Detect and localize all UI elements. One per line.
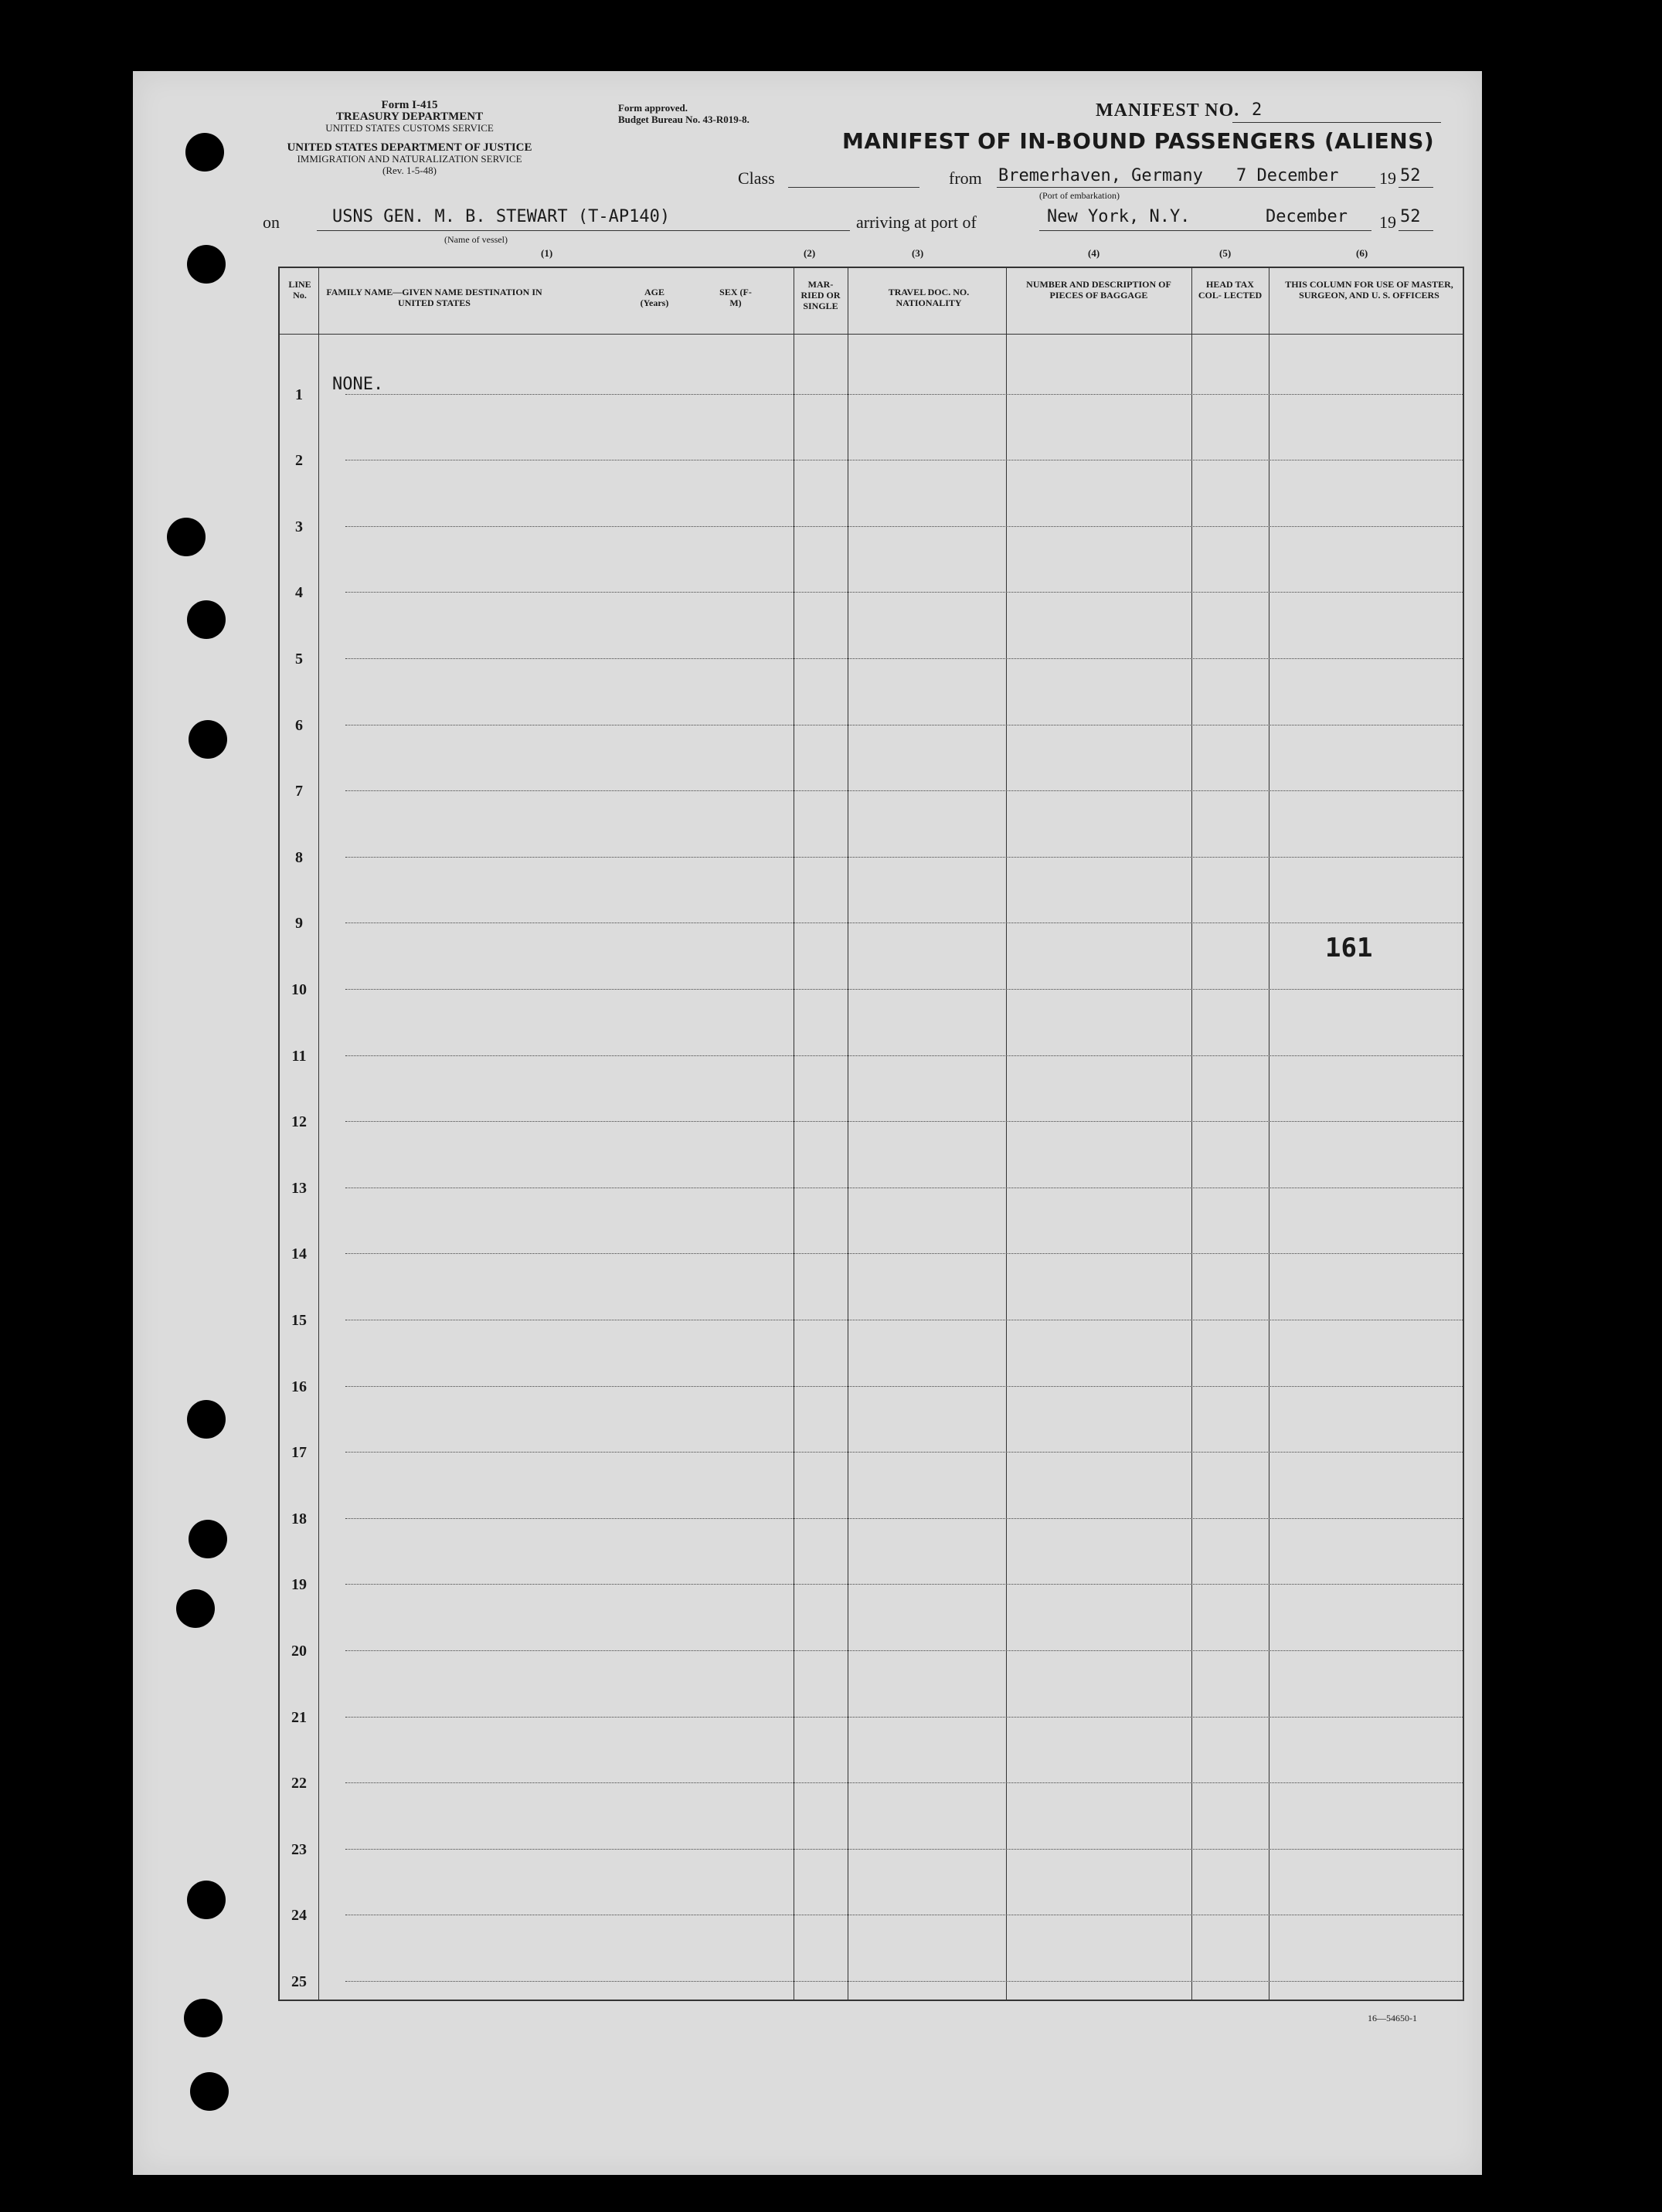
- col-num-6: (6): [1356, 247, 1368, 259]
- table-row-line: [345, 1055, 1463, 1056]
- col-header-travel: TRAVEL DOC. NO. NATIONALITY: [888, 287, 970, 308]
- table-row-line: [345, 526, 1463, 527]
- manifest-title: MANIFEST OF IN-BOUND PASSENGERS (ALIENS): [842, 128, 1435, 154]
- table-row-line: [345, 1849, 1463, 1850]
- dept-treasury: TREASURY DEPARTMENT: [335, 110, 484, 123]
- col-num-4: (4): [1088, 247, 1100, 259]
- punch-hole: [189, 720, 227, 759]
- from-date: 7 December: [1236, 166, 1339, 185]
- table-row-line: [345, 394, 1463, 395]
- col-divider: [318, 268, 319, 2000]
- vessel-label: (Name of vessel): [444, 234, 508, 245]
- ins-service: IMMIGRATION AND NATURALIZATION SERVICE: [297, 153, 522, 165]
- table-row-line: [345, 1518, 1463, 1519]
- row-number: 2: [295, 452, 303, 470]
- punch-hole: [187, 245, 226, 284]
- arriving-year-prefix: 19: [1379, 212, 1396, 232]
- col-num-1: (1): [541, 247, 553, 259]
- punch-hole: [189, 1520, 227, 1558]
- col-divider: [1191, 268, 1192, 2000]
- form-approved: Form approved.: [618, 102, 688, 114]
- row-number: 24: [291, 1907, 307, 1925]
- row-number: 16: [291, 1378, 307, 1395]
- punch-hole: [167, 518, 206, 556]
- row-number: 1: [295, 386, 303, 403]
- form-id: Form I-415: [381, 99, 438, 111]
- customs-service: UNITED STATES CUSTOMS SERVICE: [325, 122, 494, 134]
- row-number: 3: [295, 518, 303, 535]
- punch-hole: [176, 1589, 215, 1628]
- table-row-line: [345, 658, 1463, 659]
- table-row-line: [345, 1584, 1463, 1585]
- table-row-line: [345, 1452, 1463, 1453]
- table-row-line: [345, 1650, 1463, 1651]
- row-number: 5: [295, 651, 303, 668]
- table-row-line: [345, 1981, 1463, 1982]
- row-number: 7: [295, 783, 303, 800]
- row-number: 9: [295, 915, 303, 933]
- row-number: 11: [291, 1047, 307, 1065]
- from-line: [997, 187, 1375, 188]
- table-row-line: [345, 989, 1463, 990]
- port-embarkation-label: (Port of embarkation): [1039, 190, 1120, 201]
- vessel-value: USNS GEN. M. B. STEWART (T-AP140): [332, 207, 671, 226]
- table-row-line: [345, 1386, 1463, 1387]
- row-number: 22: [291, 1775, 307, 1792]
- row-number: 19: [291, 1576, 307, 1594]
- class-line: [788, 187, 919, 188]
- stamped-number: 161: [1325, 933, 1373, 963]
- dept-justice: UNITED STATES DEPARTMENT OF JUSTICE: [287, 141, 532, 154]
- col-header-married: MAR- RIED OR SINGLE: [800, 279, 841, 311]
- row-1-name-entry: NONE.: [332, 375, 384, 394]
- col-divider: [1006, 268, 1007, 2000]
- row-number: 12: [291, 1113, 307, 1131]
- col-header-officers: THIS COLUMN FOR USE OF MASTER, SURGEON, AND U. S. OFFICERS: [1285, 279, 1453, 301]
- table-row-line: [345, 1782, 1463, 1783]
- col-header-baggage: NUMBER AND DESCRIPTION OF PIECES OF BAGGAGE: [1026, 279, 1171, 301]
- row-number: 14: [291, 1245, 307, 1263]
- class-label: Class: [738, 168, 775, 188]
- punch-hole: [187, 1400, 226, 1439]
- row-number: 25: [291, 1973, 307, 1990]
- from-value: Bremerhaven, Germany: [998, 166, 1203, 185]
- row-number: 6: [295, 716, 303, 734]
- row-number: 23: [291, 1840, 307, 1858]
- row-number: 20: [291, 1643, 307, 1660]
- row-number: 13: [291, 1179, 307, 1197]
- row-number: 18: [291, 1510, 307, 1527]
- col-header-line-no: LINE No.: [288, 279, 311, 301]
- row-number: 4: [295, 584, 303, 602]
- punch-hole: [187, 1881, 226, 1919]
- row-number: 17: [291, 1444, 307, 1462]
- col-num-2: (2): [804, 247, 816, 259]
- table-row-line: [345, 1121, 1463, 1122]
- year-line: [1399, 187, 1433, 188]
- arriving-month: December: [1266, 207, 1348, 226]
- manifest-no-line: [1232, 122, 1441, 123]
- table-row-line: [345, 790, 1463, 791]
- year-prefix: 19: [1379, 168, 1396, 188]
- table-row-line: [345, 592, 1463, 593]
- row-number: 15: [291, 1312, 307, 1329]
- arriving-label: arriving at port of: [856, 212, 977, 232]
- col-header-age: AGE (Years): [640, 287, 669, 308]
- col-num-3: (3): [912, 247, 924, 259]
- on-label: on: [263, 212, 280, 232]
- manifest-no-label: MANIFEST NO.: [1096, 100, 1240, 121]
- budget-bureau: Budget Bureau No. 43-R019-8.: [618, 114, 749, 125]
- col-header-name: FAMILY NAME—GIVEN NAME DESTINATION IN UNITED STATES: [326, 287, 542, 308]
- col-num-5: (5): [1219, 247, 1232, 259]
- table-row-line: [345, 1717, 1463, 1718]
- passenger-table: [278, 267, 1464, 2001]
- table-row-line: [345, 1253, 1463, 1254]
- vessel-line: [317, 230, 850, 231]
- row-number: 10: [291, 981, 307, 998]
- header-rule: [280, 334, 1463, 335]
- arriving-value: New York, N.Y.: [1047, 207, 1191, 226]
- row-number: 8: [295, 848, 303, 866]
- punch-hole: [184, 1999, 223, 2037]
- row-number: 21: [291, 1708, 307, 1726]
- manifest-no-value: 2: [1252, 100, 1263, 120]
- form-revision: (Rev. 1-5-48): [382, 165, 437, 176]
- punch-hole: [187, 600, 226, 639]
- footer-code: 16—54650-1: [1368, 2013, 1417, 2023]
- punch-hole: [185, 133, 224, 172]
- arriving-year-line: [1399, 230, 1433, 231]
- arriving-year: 52: [1400, 207, 1421, 226]
- year-value: 52: [1400, 166, 1421, 185]
- table-row-line: [345, 857, 1463, 858]
- from-label: from: [949, 168, 982, 188]
- punch-hole: [190, 2072, 229, 2111]
- col-header-sex: SEX (F-M): [719, 287, 752, 308]
- arriving-line: [1039, 230, 1371, 231]
- col-header-head-tax: HEAD TAX COL- LECTED: [1198, 279, 1263, 301]
